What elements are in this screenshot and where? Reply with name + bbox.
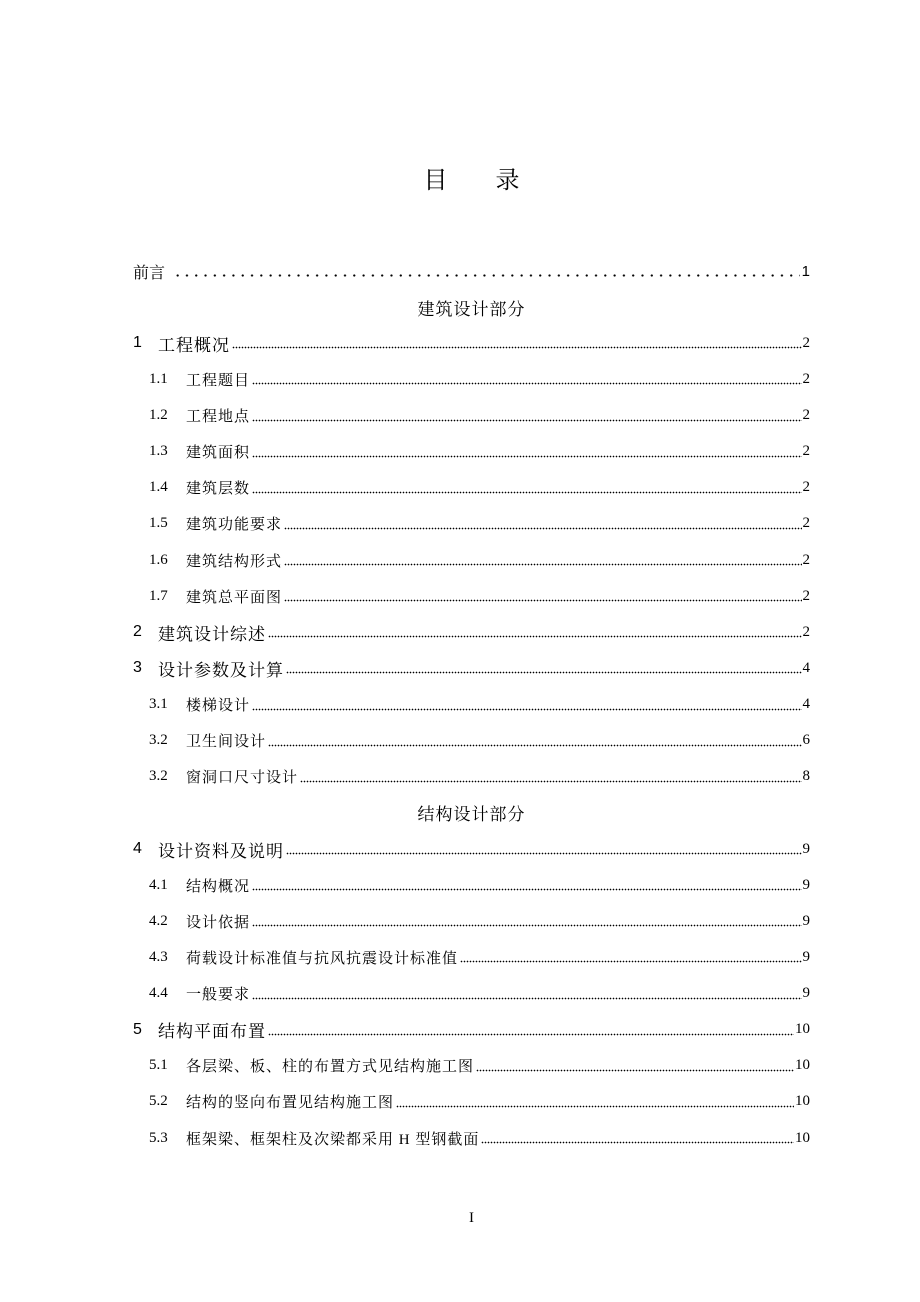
dot-leader — [284, 554, 801, 566]
section-number: 5.3 — [149, 1129, 168, 1146]
section-title: 建筑面积 — [186, 445, 251, 462]
section-number: 5.2 — [149, 1093, 168, 1110]
toc-section[interactable] — [133, 470, 810, 506]
section-title: 各层梁、板、柱的布置方式见结构施工图 — [186, 1059, 475, 1076]
section-number: 3.2 — [149, 732, 168, 749]
section-number: 1.7 — [149, 587, 168, 604]
chapter-number: 2 — [133, 623, 142, 641]
toc-page-number: 10 — [795, 1093, 810, 1110]
section-number: 4.1 — [149, 876, 168, 893]
toc-page-number: 2 — [802, 551, 810, 568]
toc-chapter[interactable] — [133, 1012, 810, 1048]
section-number: 1.6 — [149, 551, 168, 568]
dot-leader — [252, 446, 801, 458]
toc-section[interactable] — [133, 759, 810, 795]
toc-chapter[interactable] — [133, 831, 810, 867]
dot-leader — [481, 1132, 794, 1144]
toc-page-number: 4 — [802, 659, 810, 676]
chapter-number: 1 — [133, 334, 142, 352]
toc-page-number: 9 — [802, 985, 810, 1002]
dot-leader — [268, 1024, 794, 1036]
part-heading: 建筑设计部分 — [417, 299, 526, 319]
dot-leader — [252, 879, 801, 891]
toc-section[interactable] — [133, 361, 810, 397]
toc-section[interactable] — [133, 687, 810, 723]
section-title: 楼梯设计 — [186, 698, 251, 715]
toc-section[interactable] — [133, 398, 810, 434]
toc-section[interactable] — [133, 1084, 810, 1120]
toc-page-number: 2 — [802, 515, 810, 532]
section-number: 4.4 — [149, 985, 168, 1002]
part-heading: 结构设计部分 — [417, 805, 526, 825]
dot-leader — [252, 410, 801, 422]
dot-leader — [173, 265, 800, 277]
toc-page-number: 2 — [802, 370, 810, 387]
toc-chapter[interactable] — [133, 650, 810, 686]
toc-page-number: 2 — [802, 623, 810, 640]
toc-page-number: 10 — [795, 1129, 810, 1146]
dot-leader — [252, 988, 801, 1000]
toc-page-number: 9 — [802, 948, 810, 965]
toc-section[interactable] — [133, 434, 810, 470]
section-title: 建筑结构形式 — [186, 553, 283, 570]
section-number: 3.1 — [149, 696, 168, 713]
section-number: 3.2 — [149, 768, 168, 785]
chapter-title: 建筑设计综述 — [158, 624, 266, 644]
dot-leader — [252, 373, 801, 385]
footer-page-number: I — [469, 1210, 474, 1226]
toc-section[interactable] — [133, 1120, 810, 1156]
section-number: 1.1 — [149, 370, 168, 387]
toc-section[interactable] — [133, 867, 810, 903]
dot-leader — [284, 518, 801, 530]
section-title: 框架梁、框架柱及次梁都采用 H 型钢截面 — [186, 1131, 480, 1148]
chapter-title: 设计资料及说明 — [158, 841, 284, 861]
dot-leader — [232, 337, 802, 349]
toc-section[interactable] — [133, 1048, 810, 1084]
dot-leader — [284, 590, 801, 602]
toc-page-number: 9 — [802, 876, 810, 893]
section-number: 1.2 — [149, 407, 168, 424]
toc-section[interactable] — [133, 723, 810, 759]
section-title: 窗洞口尺寸设计 — [186, 770, 299, 787]
toc-page-number: 8 — [802, 768, 810, 785]
toc-section[interactable] — [133, 506, 810, 542]
toc-page-number: 9 — [802, 840, 810, 857]
toc-page-number: 10 — [795, 1057, 810, 1074]
chapter-number: 3 — [133, 659, 142, 677]
section-title: 建筑总平面图 — [186, 589, 283, 606]
toc-page-number: 10 — [795, 1021, 810, 1038]
dot-leader — [396, 1096, 794, 1108]
toc-section[interactable] — [133, 939, 810, 975]
section-title: 设计依据 — [186, 914, 251, 931]
toc-page-number: 9 — [802, 912, 810, 929]
dot-leader — [268, 735, 801, 747]
dot-leader — [252, 482, 801, 494]
table-of-contents — [133, 253, 810, 1156]
section-number: 1.3 — [149, 443, 168, 460]
section-number: 1.5 — [149, 515, 168, 532]
toc-section[interactable] — [133, 542, 810, 578]
section-title: 卫生间设计 — [186, 734, 267, 751]
page-title: 目 录 — [423, 167, 520, 194]
dot-leader — [252, 915, 801, 927]
section-number: 1.4 — [149, 479, 168, 496]
toc-page-number: 6 — [802, 732, 810, 749]
toc-chapter[interactable] — [133, 325, 810, 361]
toc-page-number: 2 — [802, 443, 810, 460]
dot-leader — [460, 951, 801, 963]
chapter-number: 5 — [133, 1020, 142, 1038]
toc-page-number: 2 — [802, 407, 810, 424]
toc-page-number: 2 — [802, 334, 810, 351]
toc-entry-preface[interactable] — [133, 253, 810, 289]
section-title: 荷载设计标准值与抗风抗震设计标准值 — [186, 950, 459, 967]
chapter-title: 工程概况 — [158, 335, 230, 355]
dot-leader — [252, 699, 801, 711]
dot-leader — [476, 1060, 794, 1072]
section-title: 结构的竖向布置见结构施工图 — [186, 1095, 395, 1112]
toc-section[interactable] — [133, 903, 810, 939]
chapter-number: 4 — [133, 840, 142, 858]
toc-entry-label: 前言 — [133, 264, 166, 282]
section-title: 建筑功能要求 — [186, 517, 283, 534]
section-title: 一般要求 — [186, 987, 251, 1004]
toc-page-number: 1 — [801, 262, 810, 280]
toc-page-number: 2 — [802, 587, 810, 604]
section-title: 结构概况 — [186, 878, 251, 895]
section-number: 4.2 — [149, 912, 168, 929]
toc-page-number: 4 — [802, 696, 810, 713]
section-title: 工程地点 — [186, 409, 251, 426]
dot-leader — [268, 626, 802, 638]
section-title: 工程题目 — [186, 372, 251, 389]
toc-section[interactable] — [133, 976, 810, 1012]
chapter-title: 设计参数及计算 — [158, 660, 284, 680]
section-number: 5.1 — [149, 1057, 168, 1074]
chapter-title: 结构平面布置 — [158, 1022, 266, 1042]
section-title: 建筑层数 — [186, 481, 251, 498]
section-number: 4.3 — [149, 948, 168, 965]
toc-page-number: 2 — [802, 479, 810, 496]
toc-section[interactable] — [133, 578, 810, 614]
dot-leader — [286, 662, 802, 674]
toc-chapter[interactable] — [133, 614, 810, 650]
dot-leader — [286, 843, 802, 855]
dot-leader — [300, 771, 801, 783]
